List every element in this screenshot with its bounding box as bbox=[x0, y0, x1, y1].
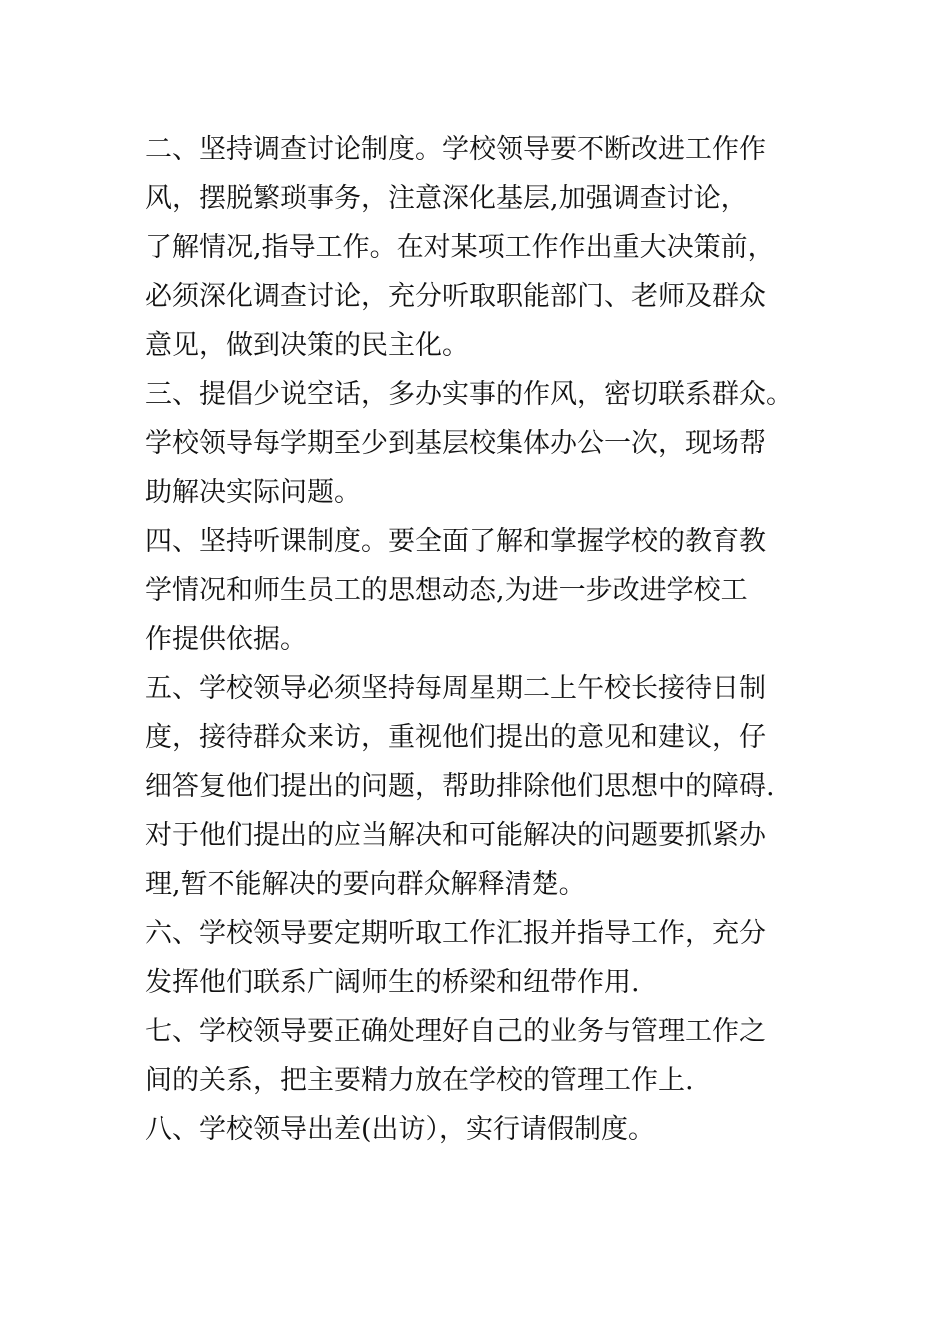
document-body bbox=[145, 125, 835, 1154]
text-line: 学情况和师生员工的思想动态,为进一步改进学校工 bbox=[145, 575, 748, 606]
text-line: 度，接待群众来访，重视他们提出的意见和建议，仔 bbox=[145, 722, 766, 753]
text-line: 理,暂不能解决的要向群众解释清楚。 bbox=[145, 869, 586, 900]
text-line: 五、学校领导必须坚持每周星期二上午校长接待日制 bbox=[145, 673, 766, 704]
text-line: 八、学校领导出差(出访），实行请假制度。 bbox=[145, 1114, 656, 1145]
text-line: 六、学校领导要定期听取工作汇报并指导工作，充分 bbox=[145, 918, 766, 949]
text-line: 必须深化调查讨论，充分听取职能部门、老师及群众 bbox=[145, 281, 766, 312]
text-line: 三、提倡少说空话，多办实事的作风，密切联系群众。 bbox=[145, 379, 793, 410]
text-line: 风，摆脱繁琐事务，注意深化基层,加强调查讨论， bbox=[145, 183, 748, 214]
text-line: 七、学校领导要正确处理好自己的业务与管理工作之 bbox=[145, 1016, 766, 1047]
text-line: 作提供依据。 bbox=[145, 624, 307, 655]
text-line: 四、坚持听课制度。要全面了解和掌握学校的教育教 bbox=[145, 526, 766, 557]
text-line: 了解情况,指导工作。在对某项工作作出重大决策前， bbox=[145, 232, 775, 263]
text-line: 发挥他们联系广阔师生的桥梁和纽带作用. bbox=[145, 967, 640, 998]
text-line: 二、坚持调查讨论制度。学校领导要不断改进工作作 bbox=[145, 134, 766, 165]
text-line: 对于他们提出的应当解决和可能解决的问题要抓紧办 bbox=[145, 820, 766, 851]
text-line: 学校领导每学期至少到基层校集体办公一次，现场帮 bbox=[145, 428, 766, 459]
text-line: 意见，做到决策的民主化。 bbox=[145, 330, 469, 361]
text-line: 助解决实际问题。 bbox=[145, 477, 361, 508]
text-line: 细答复他们提出的问题，帮助排除他们思想中的障碍. bbox=[145, 771, 775, 802]
text-line: 间的关系，把主要精力放在学校的管理工作上. bbox=[145, 1065, 694, 1096]
